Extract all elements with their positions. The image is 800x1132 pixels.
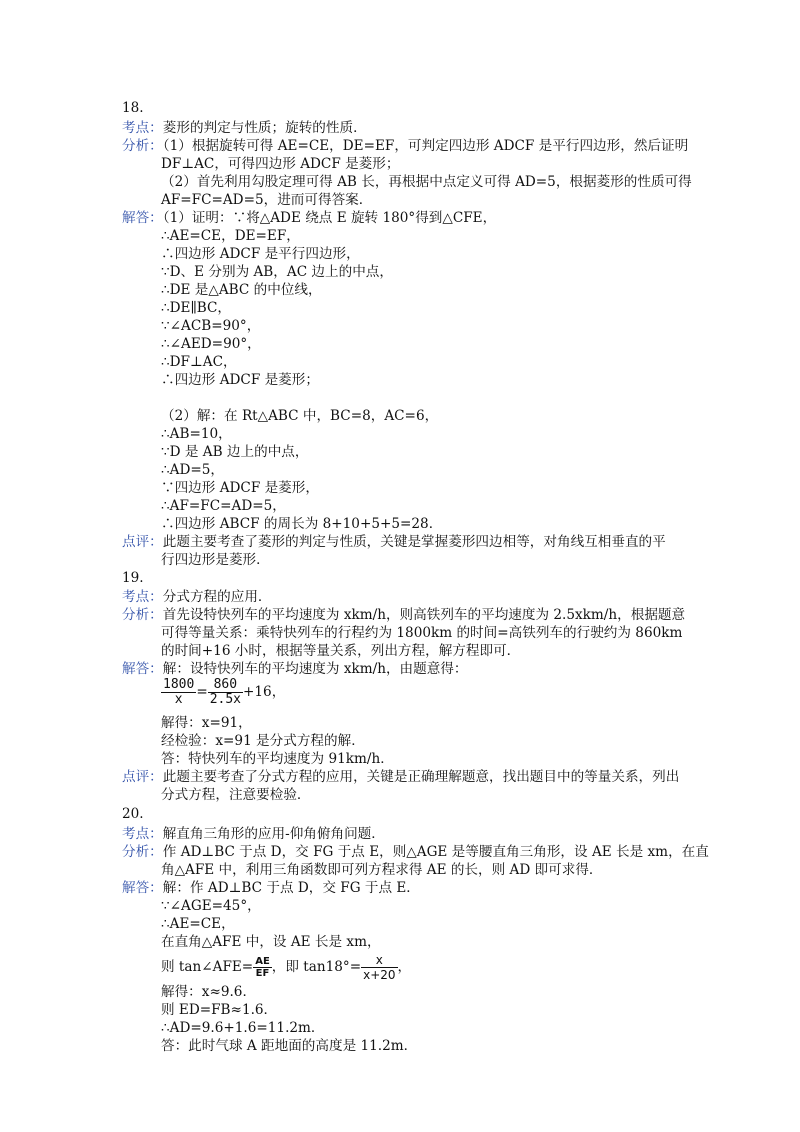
kaodian-label: 考点： bbox=[122, 826, 163, 842]
q20-kaodian-line bbox=[122, 825, 385, 843]
fraction-1800-over-x bbox=[161, 678, 196, 707]
q18-jieda-line-8: ∴∠AED=90°， bbox=[161, 336, 261, 352]
q18-jieda-line-3: ∴四边形 ADCF 是平行四边形， bbox=[161, 246, 360, 262]
q20-jieda-line-3: ∴AE=CE， bbox=[161, 916, 235, 932]
q18-jieda-line-10: ∴四边形 ADCF 是菱形； bbox=[161, 372, 319, 388]
q20-jieda-line-2: ∵∠AGE=45°， bbox=[161, 898, 261, 914]
q18-jieda-line-11: （2）解：在 Rt△ABC 中，BC=8，AC=6， bbox=[161, 408, 439, 424]
q19-fenxi-line bbox=[122, 606, 685, 624]
equation-tail: +16， bbox=[243, 684, 286, 700]
q19-dianping-line bbox=[122, 768, 679, 786]
q19-fenxi-line-2: 可得等量关系：乘特快列车的行程约为 1800km 的时间=高铁列车的行驶约为 860km bbox=[161, 625, 683, 641]
q18-fenxi-line bbox=[122, 137, 688, 155]
q20-jieda-line-7: ∴AD=9.6+1.6=11.2m． bbox=[161, 1020, 325, 1036]
q20-jieda-line-6: 则 ED=FB≈1.6． bbox=[161, 1002, 278, 1018]
q19-jieda-line-1: 解：设特快列车的平均速度为 xkm/h，由题意得： bbox=[162, 661, 468, 677]
q18-kaodian-line bbox=[122, 119, 367, 137]
fraction-numerator: 860 bbox=[208, 678, 243, 693]
q20-jieda-line-8: 答：此时气球 A 距地面的高度是 11.2m． bbox=[161, 1038, 418, 1054]
tan-prefix: 则 tan∠AFE= bbox=[161, 959, 254, 975]
equals-sign: = bbox=[196, 684, 208, 700]
q18-fenxi-line-3: （2）首先利用勾股定理可得 AB 长，再根据中点定义可得 AD=5，根据菱形的性质可得 bbox=[161, 174, 692, 190]
dianping-label: 点评： bbox=[122, 534, 163, 550]
q20-jieda-line-5: 解得：x≈9.6． bbox=[161, 984, 257, 1000]
q20-jieda-line bbox=[122, 879, 420, 897]
q20-kaodian: 解直角三角形的应用-仰角俯角问题． bbox=[162, 826, 385, 842]
q18-dianping-line bbox=[122, 533, 666, 551]
fraction-denominator: x bbox=[174, 692, 183, 707]
q19-fenxi-line-1: 首先设特快列车的平均速度为 xkm/h，则高铁列车的平均速度为 2.5xkm/h，根据题意 bbox=[162, 607, 686, 623]
fraction-ae-over-ef bbox=[253, 956, 272, 979]
q19-jieda-line-4: 答：特快列车的平均速度为 91km/h． bbox=[161, 751, 394, 767]
q19-number: 19. bbox=[122, 570, 144, 586]
q18-dianping-line-1: 此题主要考查了菱形的判定与性质，关键是掌握菱形四边相等，对角线互相垂直的平 bbox=[162, 534, 666, 550]
q19-jieda-line-3: 经检验：x=91 是分式方程的解． bbox=[161, 733, 365, 749]
tan-middle: ，即 tan18°= bbox=[271, 959, 362, 975]
q20-fenxi-line-2: 角△AFE 中，利用三角函数即可列方程求得 AE 的长，则 AD 即可求得． bbox=[161, 862, 603, 878]
q18-jieda-line-15: ∵四边形 ADCF 是菱形， bbox=[161, 480, 319, 496]
q18-jieda-line-12: ∴AB=10， bbox=[161, 426, 232, 442]
q20-fenxi-line bbox=[122, 843, 709, 861]
fraction-numerator: 1800 bbox=[163, 677, 195, 692]
q19-jieda-line-2: 解得：x=91， bbox=[161, 715, 252, 731]
jieda-label: 解答： bbox=[122, 880, 163, 896]
q18-fenxi-line-2: DF⊥AC，可得四边形 ADCF 是菱形； bbox=[161, 156, 400, 172]
tan-tail: ， bbox=[397, 959, 412, 975]
q18-number: 18. bbox=[122, 100, 144, 116]
q18-fenxi-line-4: AF=FC=AD=5，进而可得答案． bbox=[161, 192, 373, 208]
kaodian-label: 考点： bbox=[122, 589, 163, 605]
fraction-numerator: AE bbox=[255, 956, 270, 967]
fenxi-label: 分析： bbox=[122, 844, 163, 860]
q19-kaodian-line bbox=[122, 588, 272, 606]
q18-dianping-line-2: 行四边形是菱形． bbox=[161, 552, 270, 568]
fenxi-label: 分析： bbox=[122, 138, 163, 154]
dianping-label: 点评： bbox=[122, 769, 163, 785]
q18-jieda-line-17: ∴四边形 ABCF 的周长为 8+10+5+5=28． bbox=[161, 516, 443, 532]
q18-jieda-line bbox=[122, 209, 496, 227]
q18-kaodian: 菱形的判定与性质；旋转的性质． bbox=[162, 120, 367, 136]
q18-jieda-line-2: ∴AE=CE，DE=EF， bbox=[161, 228, 300, 244]
q20-fenxi-line-1: 作 AD⊥BC 于点 D，交 FG 于点 E，则△AGE 是等腰直角三角形，设 AE 长是 xm，在直 bbox=[162, 844, 709, 860]
jieda-label: 解答： bbox=[122, 210, 163, 226]
q18-jieda-line-1: （1）证明：∵将△ADE 绕点 E 旋转 180°得到△CFE， bbox=[162, 210, 497, 226]
q20-jieda-line-1: 解：作 AD⊥BC 于点 D，交 FG 于点 E． bbox=[162, 880, 420, 896]
fraction-numerator: x bbox=[361, 953, 397, 968]
fenxi-label: 分析： bbox=[122, 607, 163, 623]
fraction-x-over-x-plus-20 bbox=[361, 953, 397, 982]
q18-jieda-line-14: ∴AD=5， bbox=[161, 462, 224, 478]
q20-tan-equation bbox=[161, 953, 411, 982]
q20-number: 20. bbox=[122, 806, 144, 822]
q19-equation bbox=[161, 678, 285, 707]
q19-dianping-line-1: 此题主要考查了分式方程的应用，关键是正确理解题意，找出题目中的等量关系，列出 bbox=[162, 769, 680, 785]
jieda-label: 解答： bbox=[122, 661, 163, 677]
fraction-860-over-2.5x bbox=[208, 678, 243, 707]
q19-fenxi-line-3: 的时间+16 小时，根据等量关系，列出方程，解方程即可． bbox=[161, 643, 521, 659]
fraction-denominator: 2.5x bbox=[209, 692, 242, 707]
q18-fenxi-line-1: （1）根据旋转可得 AE=CE，DE=EF，可判定四边形 ADCF 是平行四边形，然后证明 bbox=[162, 138, 689, 154]
q18-jieda-line-9: ∴DF⊥AC， bbox=[161, 354, 237, 370]
q19-jieda-line bbox=[122, 660, 468, 678]
q18-jieda-line-16: ∴AF=FC=AD=5， bbox=[161, 498, 286, 514]
q18-jieda-line-5: ∴DE 是△ABC 的中位线， bbox=[161, 282, 322, 298]
kaodian-label: 考点： bbox=[122, 120, 163, 136]
q18-jieda-line-7: ∵∠ACB=90°， bbox=[161, 318, 261, 334]
q18-jieda-line-6: ∴DE∥BC， bbox=[161, 300, 231, 316]
fraction-denominator: x+20 bbox=[363, 968, 396, 982]
q19-dianping-line-2: 分式方程，注意要检验． bbox=[161, 787, 311, 803]
fraction-denominator: EF bbox=[255, 968, 270, 979]
q20-jieda-line-4: 在直角△AFE 中，设 AE 长是 xm， bbox=[161, 934, 381, 950]
q19-kaodian: 分式方程的应用． bbox=[162, 589, 272, 605]
q18-jieda-line-4: ∵D、E 分别为 AB，AC 边上的中点， bbox=[161, 264, 393, 280]
q18-jieda-line-13: ∵D 是 AB 边上的中点， bbox=[161, 444, 309, 460]
